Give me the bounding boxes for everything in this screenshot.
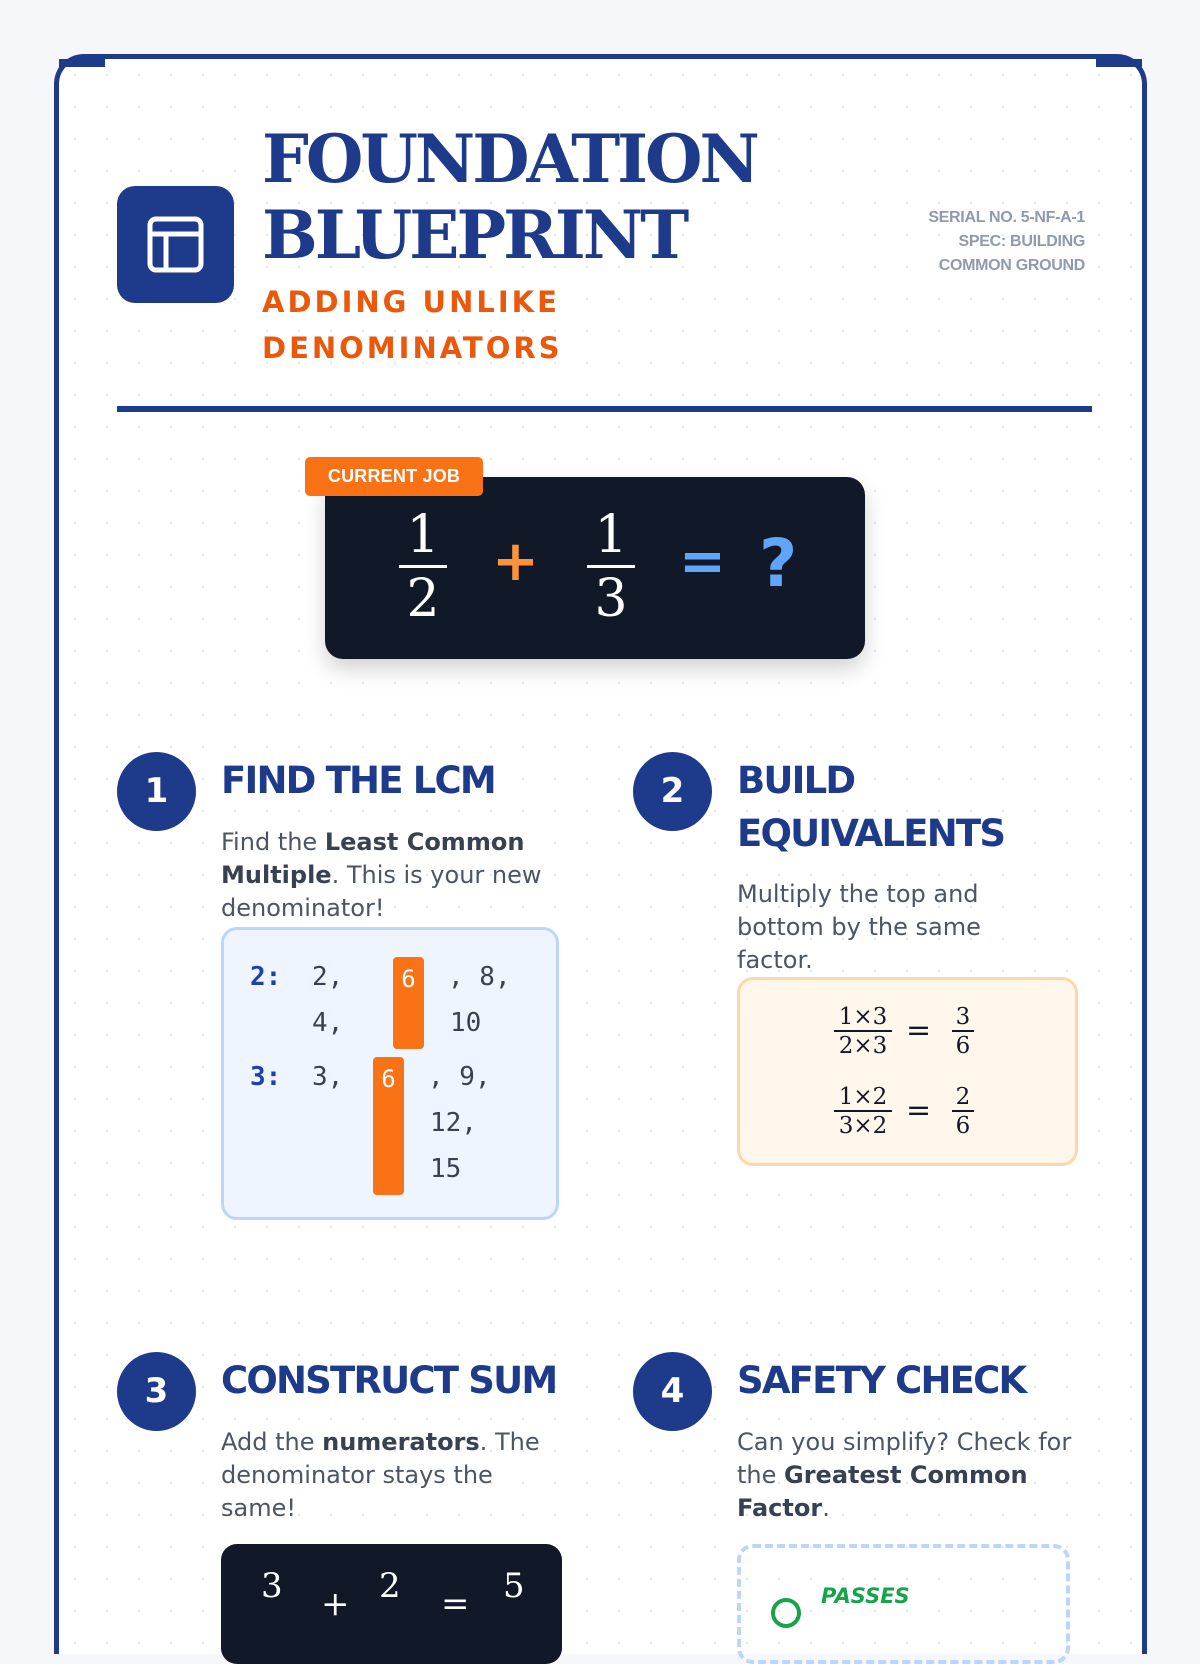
step-1-description: Find the Least Common Multiple. This is your new denominator! xyxy=(221,828,542,922)
step-3-description: Add the numerators. The denominator stays the same! xyxy=(221,1428,540,1522)
current-job-badge: CURRENT JOB xyxy=(305,457,483,496)
current-job-panel xyxy=(325,477,865,659)
multiple-3: 3, xyxy=(312,1062,344,1092)
multiple-10: 10 xyxy=(450,1008,482,1038)
equivalent-2-expression: 1×2 3×2 xyxy=(834,1084,892,1140)
safety-check-panel xyxy=(737,1544,1070,1664)
lcm-highlight-row-1: 6 xyxy=(393,957,424,1049)
step-1-number: 1 xyxy=(117,752,196,831)
equivalent-1-result: 3 6 xyxy=(952,1004,974,1060)
plus-sign: + xyxy=(492,529,539,594)
fraction-a xyxy=(393,505,453,630)
multiples-of-3-label: 3: xyxy=(250,1062,282,1092)
step-4-number: 4 xyxy=(633,1352,712,1431)
step-4-description: Can you simplify? Check for the Greatest Common Factor. xyxy=(737,1428,1072,1522)
page-subtitle: ADDING UNLIKE DENOMINATORS xyxy=(262,285,563,365)
layout-icon xyxy=(117,186,234,303)
serial-info xyxy=(928,206,1085,278)
multiples-of-2-label: 2: xyxy=(250,962,282,992)
serial-spec: SPEC: BUILDING xyxy=(958,233,1085,250)
multiples-2-cont: , 8, xyxy=(448,962,511,992)
step-2-description: Multiply the top and bottom by the same factor. xyxy=(737,880,981,974)
header-divider xyxy=(117,406,1092,412)
check-circle-icon xyxy=(771,1598,801,1628)
serial-number: SERIAL NO. 5-NF-A-1 xyxy=(928,209,1085,226)
multiples-list xyxy=(221,927,559,1220)
blueprint-card xyxy=(54,54,1147,1654)
equivalents-panel xyxy=(737,977,1078,1166)
fraction-a-denominator: 2 xyxy=(406,569,440,629)
title-line-1: FOUNDATION xyxy=(262,120,757,198)
equals-sign: = xyxy=(679,529,726,594)
sum-equals: = xyxy=(441,1584,470,1624)
equivalent-2-result: 2 6 xyxy=(952,1084,974,1140)
serial-spec-cont: COMMON GROUND xyxy=(938,257,1085,274)
step-1-title: FIND THE LCM xyxy=(221,759,495,802)
sum-numerator-b: 2 xyxy=(379,1566,401,1606)
equivalent-2-equals: = xyxy=(906,1093,932,1128)
corner-accent-right xyxy=(1096,59,1142,67)
passes-badge: PASSES xyxy=(821,1584,910,1608)
step-3-number: 3 xyxy=(117,1352,196,1431)
multiples-3-cont: , 9, xyxy=(428,1062,491,1092)
equivalent-1-equals: = xyxy=(906,1013,932,1048)
step-2-number: 2 xyxy=(633,752,712,831)
multiple-4: 4, xyxy=(312,1008,344,1038)
title-line-2: BLUEPRINT xyxy=(262,196,687,274)
step-2-title: BUILD EQUIVALENTS xyxy=(737,759,1005,855)
sum-numerator-result: 5 xyxy=(503,1566,525,1606)
step-4-title: SAFETY CHECK xyxy=(737,1359,1026,1402)
multiple-12: 12, xyxy=(430,1108,477,1138)
equivalent-1-expression: 1×3 2×3 xyxy=(834,1004,892,1060)
corner-accent-left xyxy=(59,59,105,67)
step-3-title: CONSTRUCT SUM xyxy=(221,1359,557,1402)
unknown-result: ? xyxy=(759,525,798,602)
fraction-a-numerator: 1 xyxy=(406,505,440,565)
sum-plus: + xyxy=(321,1584,350,1624)
sum-numerator-a: 3 xyxy=(261,1566,283,1606)
lcm-highlight-row-2: 6 xyxy=(373,1057,404,1195)
fraction-b-denominator: 3 xyxy=(594,569,628,629)
multiple-15: 15 xyxy=(430,1154,462,1184)
sum-panel xyxy=(221,1544,562,1664)
multiple-2: 2, xyxy=(312,962,344,992)
fraction-b-numerator: 1 xyxy=(594,505,628,565)
fraction-b xyxy=(581,505,641,630)
page-title xyxy=(262,121,757,273)
